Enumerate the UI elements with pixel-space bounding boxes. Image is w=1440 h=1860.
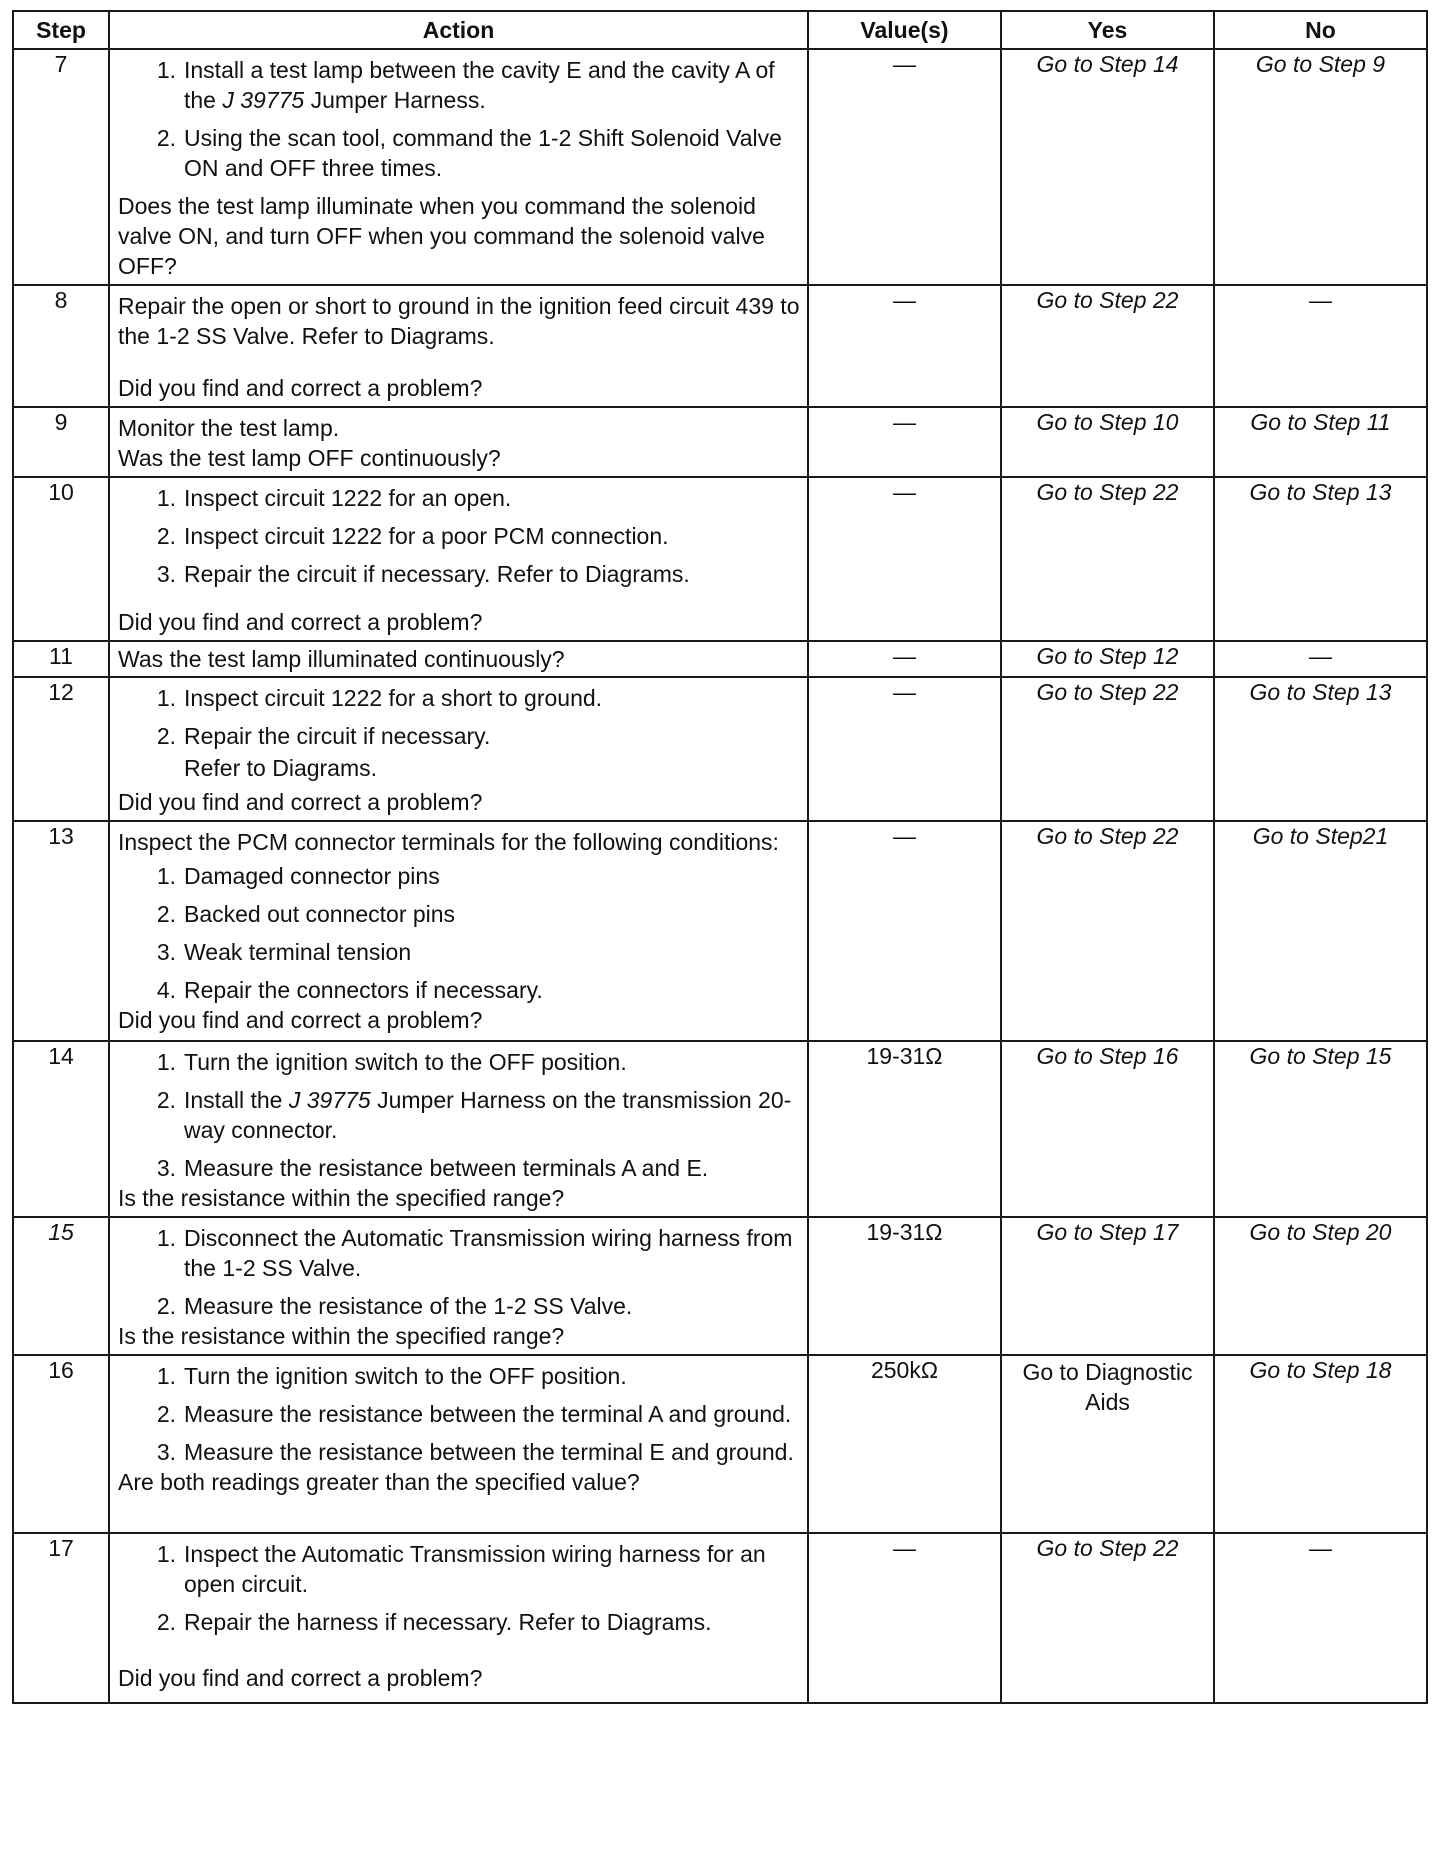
value-cell: — [808, 285, 1001, 407]
list-item: 2. Repair the harness if necessary. Refer to Diagrams. [156, 1609, 712, 1635]
no-link[interactable]: Go to Step 20 [1214, 1217, 1427, 1355]
table-row [13, 1041, 1427, 1217]
table-row [13, 641, 1427, 677]
list-item: 3. Measure the resistance between terminals A and E. [156, 1155, 709, 1181]
step-number: 11 [13, 641, 109, 677]
tool-reference: J 39775 [222, 87, 305, 113]
no-cell: — [1214, 285, 1427, 407]
action-cell [109, 1041, 808, 1217]
table-row [13, 285, 1427, 407]
value-cell: — [808, 641, 1001, 677]
no-link[interactable]: Go to Step 13 [1214, 677, 1427, 821]
step-number: 14 [13, 1041, 109, 1217]
question: Did you find and correct a problem? [118, 609, 483, 635]
value-cell: 19-31Ω [808, 1217, 1001, 1355]
question: Are both readings greater than the specified value? [118, 1469, 640, 1495]
list-item: 3. Repair the circuit if necessary. Refer to Diagrams. [156, 561, 690, 587]
list-item: 1. Install a test lamp between the cavity E and the cavity A of the J 39775 Jumper Harness. [156, 57, 775, 113]
question: Did you find and correct a problem? [118, 1007, 483, 1033]
table-row [13, 407, 1427, 477]
step-number: 7 [13, 49, 109, 285]
yes-link[interactable]: Go to Step 12 [1001, 641, 1214, 677]
list-item: 2. Backed out connector pins [156, 901, 456, 927]
action-cell [109, 49, 808, 285]
question: Did you find and correct a problem? [118, 375, 483, 401]
diagrams-reference: Diagrams [584, 561, 684, 587]
list-item: 1. Inspect the Automatic Transmission wiring harness for an open circuit. [156, 1541, 766, 1597]
table-row [13, 1533, 1427, 1703]
step-number: 10 [13, 477, 109, 641]
table-row [13, 1355, 1427, 1533]
list-item: 2. Inspect circuit 1222 for a poor PCM connection. [156, 523, 669, 549]
action-cell [109, 1217, 808, 1355]
question: Is the resistance within the specified range? [118, 1323, 565, 1349]
list-item: 2. Measure the resistance between the terminal A and ground. [156, 1401, 792, 1427]
yes-link[interactable]: Go to Step 17 [1001, 1217, 1214, 1355]
yes-link[interactable]: Go to Step 10 [1001, 407, 1214, 477]
value-cell: — [808, 821, 1001, 1041]
yes-link[interactable]: Go to Step 22 [1001, 285, 1214, 407]
yes-link[interactable]: Go to Step 22 [1001, 677, 1214, 821]
list-item: 2. Using the scan tool, command the 1-2 Shift Solenoid Valve ON and OFF three times. [156, 125, 782, 181]
value-cell: 250kΩ [808, 1355, 1001, 1533]
question: Was the test lamp OFF continuously? [118, 445, 501, 471]
no-link[interactable]: Go to Step 15 [1214, 1041, 1427, 1217]
yes-link[interactable]: Go to Step 22 [1001, 1533, 1214, 1703]
yes-link[interactable]: Go to Step 14 [1001, 49, 1214, 285]
list-item: 1. Damaged connector pins [156, 863, 440, 889]
step-number: 8 [13, 285, 109, 407]
action-cell: Repair the open or short to ground in the ignition feed circuit 439 to the 1-2 SS Valve. Refer to Diagrams. Did you find and correct a problem? [109, 285, 808, 407]
question: Did you find and correct a problem? [118, 789, 483, 815]
list-item: 4. Repair the connectors if necessary. [156, 977, 543, 1003]
action-cell: Monitor the test lamp. Was the test lamp OFF continuously? [109, 407, 808, 477]
step-number: 17 [13, 1533, 109, 1703]
no-cell: — [1214, 1533, 1427, 1703]
list-item: 3. Measure the resistance between the terminal E and ground. [156, 1439, 794, 1465]
header-step: Step [13, 11, 109, 49]
action-cell [109, 641, 808, 677]
header-values: Value(s) [808, 11, 1001, 49]
value-cell: — [808, 407, 1001, 477]
header-yes: Yes [1001, 11, 1214, 49]
step-number: 12 [13, 677, 109, 821]
value-cell: — [808, 1533, 1001, 1703]
action-cell [109, 1533, 808, 1703]
list-item: 1. Inspect circuit 1222 for an open. [156, 485, 512, 511]
diagrams-reference: Diagrams [606, 1609, 706, 1635]
list-item: 2. Install the J 39775 Jumper Harness on the transmission 20-way connector. [156, 1087, 792, 1143]
header-no: No [1214, 11, 1427, 49]
action-cell: 1. Inspect circuit 1222 for a short to ground. 2. Repair the circuit if necessary. Refer to Diagrams. Did you find and correct a problem? [109, 677, 808, 821]
value-cell: — [808, 477, 1001, 641]
no-cell: — [1214, 641, 1427, 677]
question: Was the test lamp illuminated continuously? [118, 646, 565, 672]
table-row [13, 1217, 1427, 1355]
list-item: 1. Inspect circuit 1222 for a short to ground. [156, 685, 603, 711]
step-number: 9 [13, 407, 109, 477]
no-link[interactable]: Go to Step21 [1214, 821, 1427, 1041]
yes-link[interactable]: Go to Diagnostic Aids [1001, 1355, 1214, 1533]
list-item: 2. Measure the resistance of the 1-2 SS Valve. [156, 1293, 633, 1319]
yes-link[interactable]: Go to Step 22 [1001, 477, 1214, 641]
value-cell: — [808, 49, 1001, 285]
yes-link[interactable]: Go to Step 22 [1001, 821, 1214, 1041]
table-row [13, 821, 1427, 1041]
no-link[interactable]: Go to Step 11 [1214, 407, 1427, 477]
list-item: 1. Turn the ignition switch to the OFF position. [156, 1363, 627, 1389]
value-cell: — [808, 677, 1001, 821]
header-action: Action [109, 11, 808, 49]
list-item: 3. Weak terminal tension [156, 939, 412, 965]
diagnostic-table [12, 10, 1428, 1704]
value-cell: 19-31Ω [808, 1041, 1001, 1217]
action-cell [109, 477, 808, 641]
table-row [13, 49, 1427, 285]
no-link[interactable]: Go to Step 13 [1214, 477, 1427, 641]
list-item: 1. Disconnect the Automatic Transmission wiring harness from the 1-2 SS Valve. [156, 1225, 793, 1281]
yes-link[interactable]: Go to Step 16 [1001, 1041, 1214, 1217]
step-number: 13 [13, 821, 109, 1041]
list-item: 1. Turn the ignition switch to the OFF position. [156, 1049, 627, 1075]
question: Did you find and correct a problem? [118, 1665, 483, 1691]
action-cell [109, 1355, 808, 1533]
table-row [13, 477, 1427, 641]
list-item: 2. Repair the circuit if necessary. [156, 723, 491, 749]
header-row [13, 11, 1427, 49]
step-number: 15 [13, 1217, 109, 1355]
question: Does the test lamp illuminate when you command the solenoid valve ON, and turn OFF when you command the solenoid valve OFF? [118, 193, 765, 279]
diagrams-reference: Diagrams [272, 755, 371, 781]
no-link[interactable]: Go to Step 18 [1214, 1355, 1427, 1533]
step-number: 16 [13, 1355, 109, 1533]
action-cell: Inspect the PCM connector terminals for the following conditions: 1. Damaged connector pins 2. Backed out connector pins 3. Weak terminal tension 4. Repair the connectors if necessary. Did you find and correct a problem? [109, 821, 808, 1041]
question: Is the resistance within the specified range? [118, 1185, 565, 1211]
no-link[interactable]: Go to Step 9 [1214, 49, 1427, 285]
table-row [13, 677, 1427, 821]
tool-reference: J 39775 [288, 1087, 371, 1113]
diagrams-reference: Diagrams [389, 323, 489, 349]
